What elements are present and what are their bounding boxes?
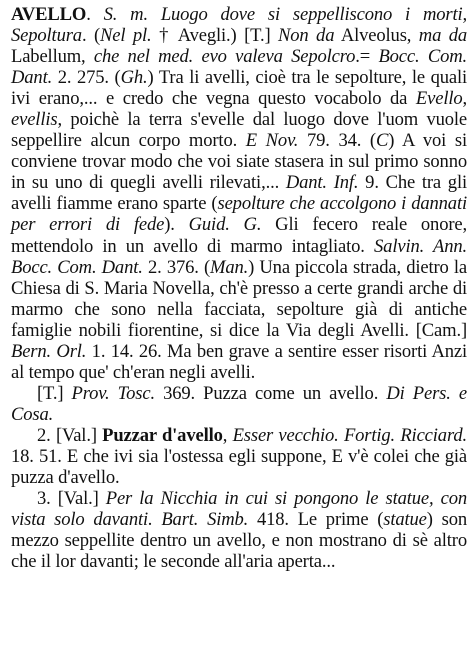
- text-run: 418. Le prime (: [248, 509, 384, 531]
- text-run: † Avegli.) [T.]: [151, 25, 278, 47]
- text-run: evellis: [11, 109, 58, 131]
- text-run: Prov. Tosc.: [71, 382, 155, 404]
- text-run: ).: [164, 214, 189, 236]
- text-run: E Nov.: [245, 130, 299, 152]
- text-run: . (: [81, 25, 101, 47]
- text-run: [T.]: [37, 382, 72, 404]
- text-run: ma da: [418, 25, 468, 47]
- text-run: ) A voi si conviene trovar modo che voi siate stasera in sul primo sonno in su uno di quegli avelli rilevati,...: [11, 130, 467, 194]
- text-run: ) Una piccola strada, dietro la Chiesa di S. Maria Novella, ch'è presso a certe grandi arche di marmo che sono nella facciata, sepolture già di antiche famiglie nobili fiorentine, si dice la Via degli Avelli. [Cam.]: [11, 256, 467, 341]
- text-run: Guid. G.: [188, 214, 262, 236]
- text-run: S. m. Luogo dove si seppelliscono i morti, Sepoltura: [11, 4, 467, 47]
- text-run: ) son mezzo seppellite dentro un avello, e non mostrano di sè altro che il lor davanti; le seconde all'aria aperta...: [11, 509, 467, 573]
- text-run: statue: [383, 509, 427, 531]
- text-run: 2. 376. (: [142, 256, 211, 278]
- text-run: Bern. Orl.: [11, 340, 87, 362]
- text-run: 3. [Val.]: [37, 488, 106, 510]
- text-run: Puzzar d'avello: [102, 424, 223, 446]
- text-run: .: [86, 4, 104, 25]
- entry-proverb: [11, 383, 467, 425]
- text-run: Di Pers. e Cosa.: [11, 382, 467, 425]
- text-run: C: [375, 130, 389, 152]
- entry-definition-2: [11, 425, 467, 488]
- text-run: 369. Puzza come un avello.: [154, 382, 387, 404]
- text-run: 9. Che tra gli avelli fiamme erano sparte (: [11, 172, 467, 215]
- text-run: 2. [Val.]: [37, 424, 103, 446]
- text-run: Non da: [278, 25, 335, 47]
- text-run: Salvin. Ann. Bocc. Com. Dant.: [11, 235, 467, 278]
- text-run: 79. 34. (: [298, 130, 376, 152]
- entry-definition-3: [11, 488, 467, 572]
- text-run: ,: [222, 424, 233, 446]
- text-run: Man.: [210, 256, 249, 278]
- text-run: Nel pl.: [100, 25, 152, 47]
- text-run: Gh.: [120, 67, 148, 89]
- text-run: Labellum,: [11, 46, 94, 68]
- text-run: 2. 275. (: [52, 67, 121, 89]
- text-run: , poichè la terra s'evelle dal luogo dove l'uom vuole seppellire alcun corpo morto.: [11, 109, 467, 152]
- text-run: ,: [462, 88, 467, 110]
- text-run: Alveolus,: [334, 25, 419, 47]
- entry-definition-1: [11, 4, 467, 383]
- text-run: Per la Nicchia in cui si pongono le statue, con vista solo davanti. Bart. Simb.: [11, 488, 467, 531]
- text-run: .=: [355, 46, 379, 68]
- text-run: che nel med. evo valeva Sepolcro: [93, 46, 356, 68]
- text-run: sepolture che accolgono i dannati per errori di fede: [11, 193, 467, 236]
- text-run: Evello: [415, 88, 463, 110]
- text-run: ) Tra li avelli, cioè tra le sepolture, le quali ivi erano,... e credo che vegna questo vocabolo da: [11, 67, 468, 110]
- text-run: Dant. Inf.: [285, 172, 359, 194]
- text-run: Gli fecero reale onore, mettendolo in un avello di marmo intagliato.: [11, 214, 467, 257]
- text-run: 18. 51. E che ivi sia l'ostessa egli suppone, E v'è colei che già puzza d'avello.: [11, 445, 467, 489]
- text-run: Esser vecchio. Fortig. Ricciard.: [232, 424, 467, 446]
- text-run: 1. 14. 26. Ma ben grave a sentire esser risorti Anzi al tempo que' ch'eran negli avelli.: [11, 340, 467, 383]
- text-run: Bocc. Com. Dant.: [11, 46, 467, 89]
- text-run: AVELLO: [11, 4, 87, 25]
